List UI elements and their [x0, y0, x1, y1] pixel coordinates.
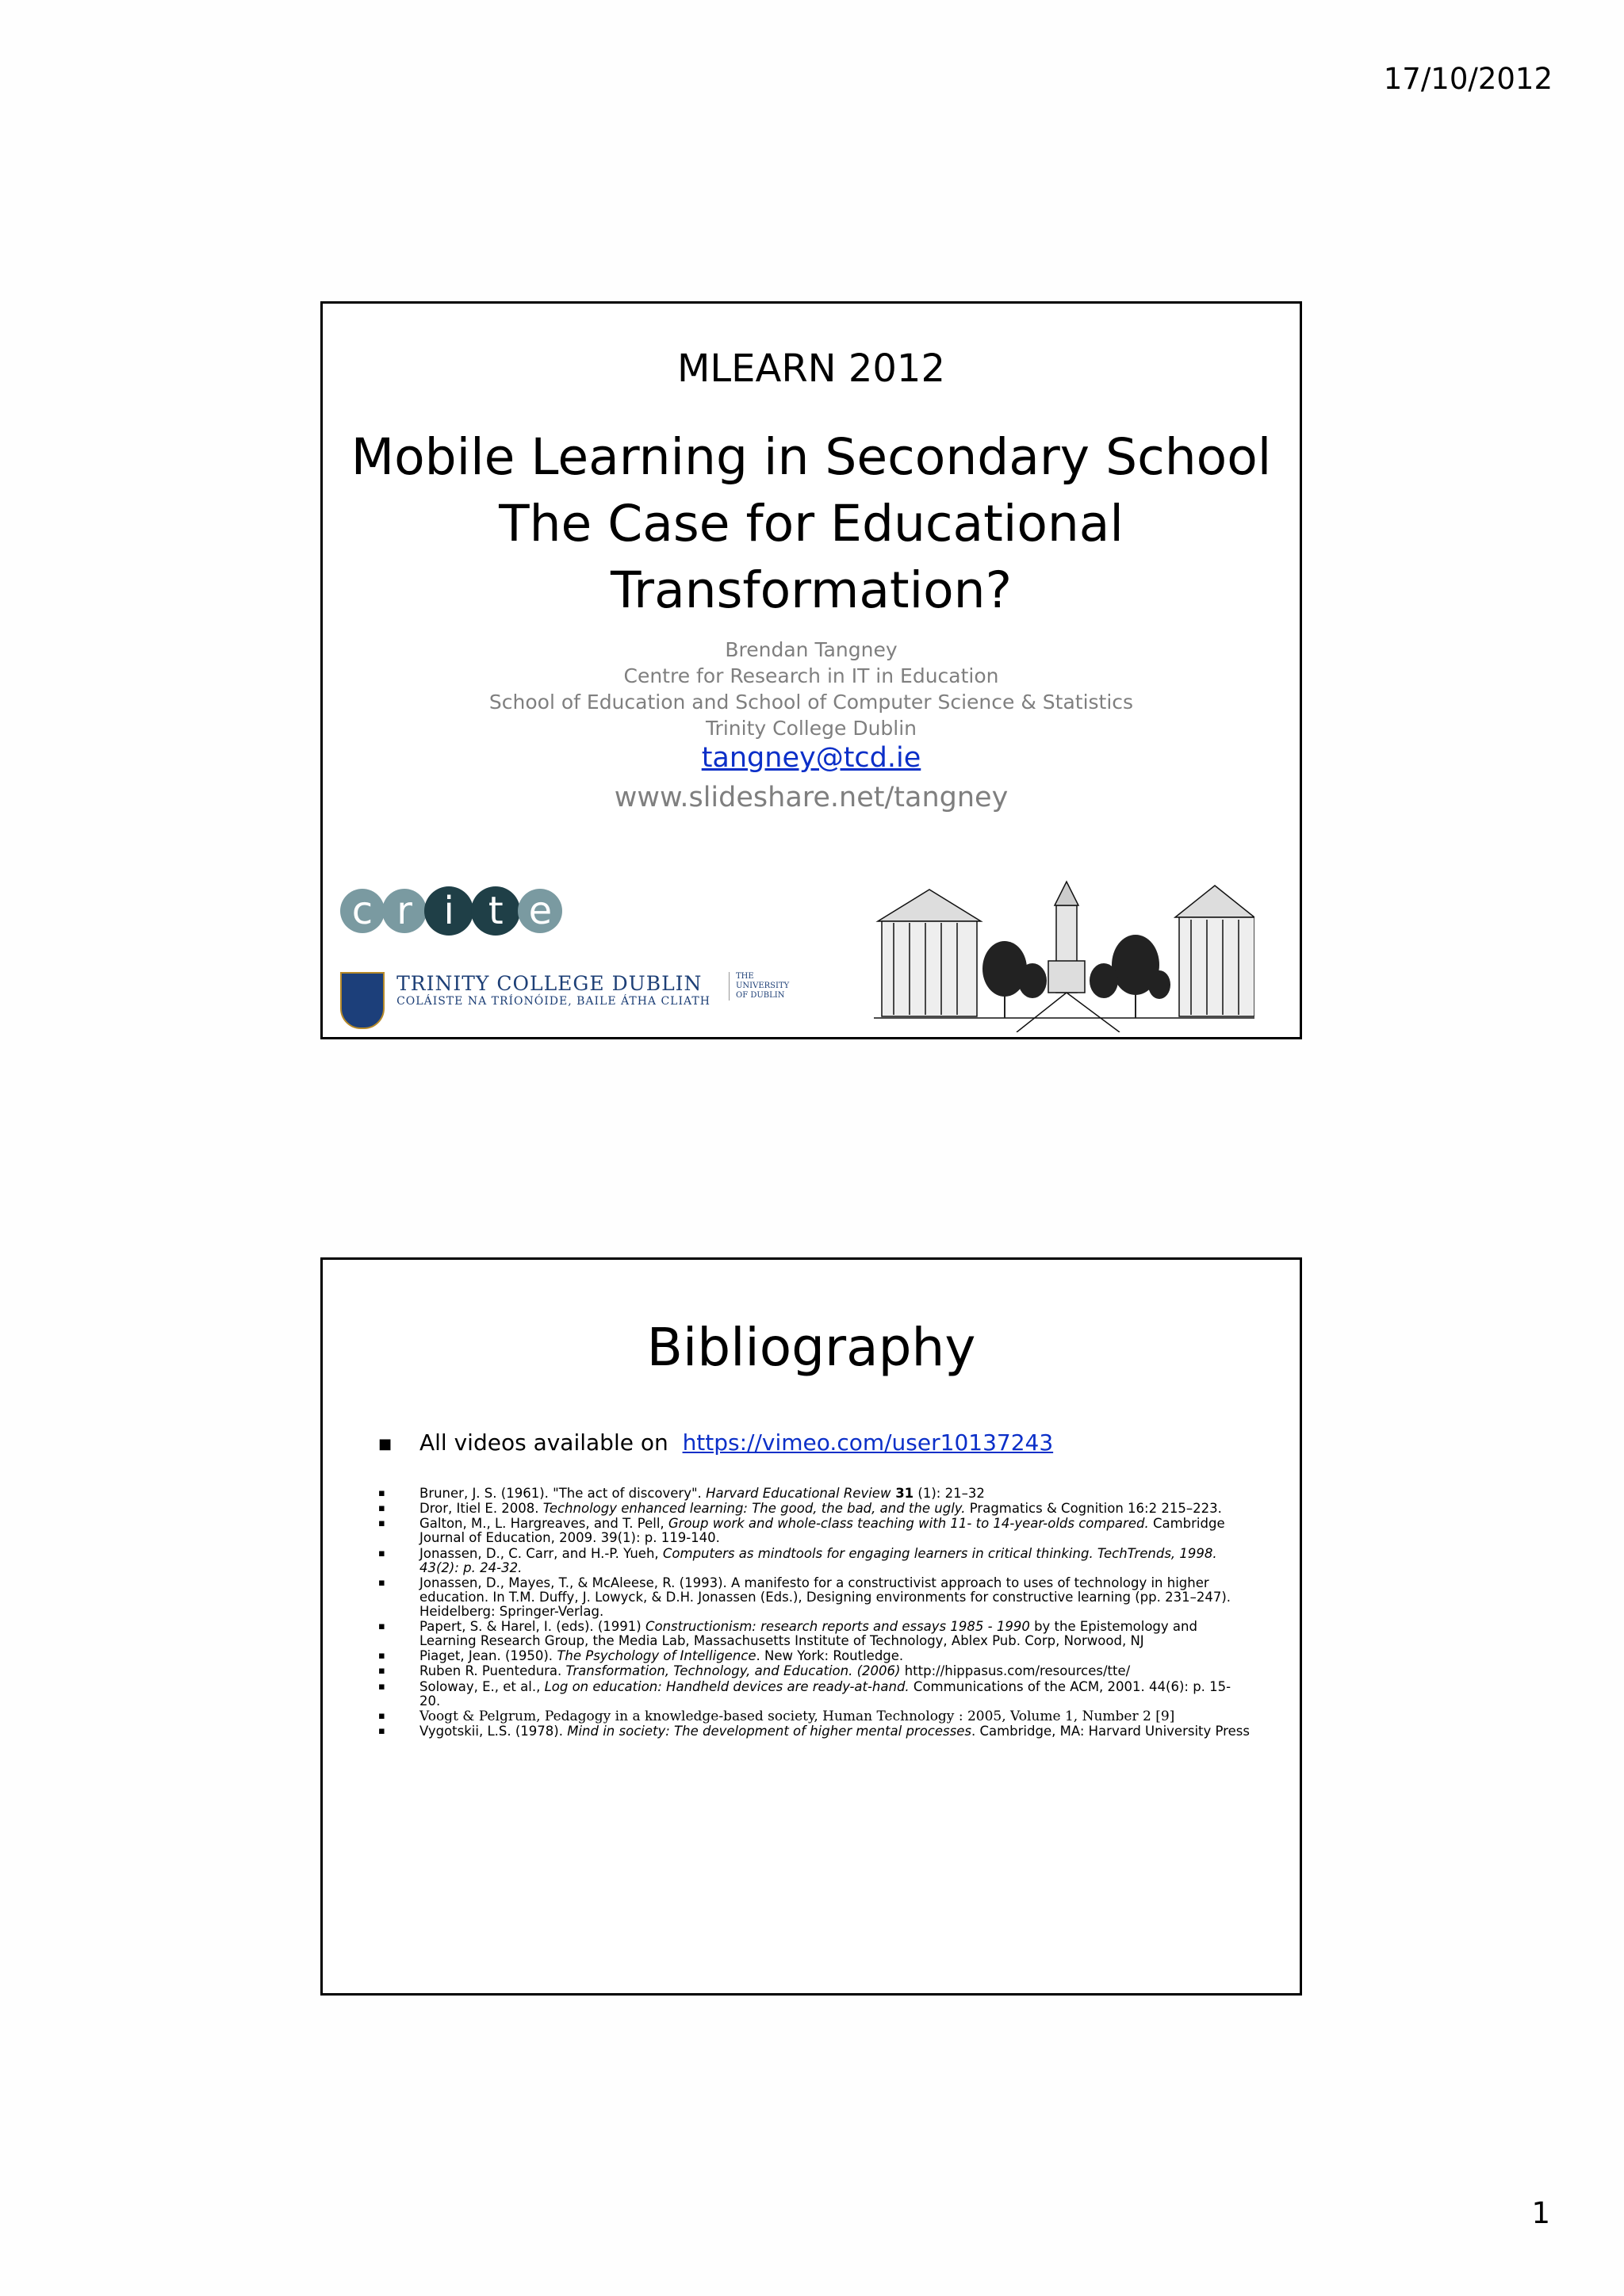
reference-post: . New York: Routledge. [756, 1648, 904, 1664]
reference-item [378, 1664, 1251, 1678]
reference-item [378, 1620, 1251, 1648]
reference-item [378, 1517, 1251, 1545]
tcd-logo-line1: TRINITY COLLEGE DUBLIN [396, 972, 703, 995]
reference-post: http://hippasus.com/resources/tte/ [900, 1663, 1131, 1679]
reference-post: Pragmatics & Cognition 16:2 215–223. [965, 1501, 1222, 1517]
reference-post: (1): 21–32 [914, 1486, 985, 1501]
reference-item [378, 1547, 1251, 1575]
reference-item [378, 1649, 1251, 1663]
reference-post: by the Epistemology and Learning Research Group, the Media Lab, Massachusetts Institute of Technology, Ablex Pub. Corp, Norwood, NJ [419, 1618, 1197, 1648]
campus-sketch-image [874, 874, 1254, 1032]
reference-pre: Galton, M., L. Hargreaves, and T. Pell, [419, 1516, 668, 1532]
reference-item [378, 1724, 1251, 1739]
reference-item [378, 1502, 1251, 1516]
reference-pre: Vygotskii, L.S. (1978). [419, 1723, 568, 1739]
tcd-logo-line2: COLÁISTE NA TRÍONÓIDE, BAILE ÁTHA CLIATH [396, 995, 710, 1008]
reference-post: . Cambridge, MA: Harvard University Press [971, 1723, 1250, 1739]
reference-pre: Voogt & Pelgrum, Pedagogy in a knowledge-based society, Human Technology : 2005, Volume 1, Number 2 [9] [419, 1708, 1175, 1724]
reference-it: Constructionism: research reports and essays 1985 - 1990 [645, 1618, 1030, 1634]
videos-label: All videos available on [419, 1429, 668, 1456]
logo-letter: t [471, 886, 520, 936]
videos-item [378, 1429, 1053, 1456]
university-label [729, 972, 789, 1001]
reference-pre: Piaget, Jean. (1950). [419, 1648, 557, 1664]
conference-name: MLEARN 2012 [677, 346, 945, 391]
page-number: 1 [1531, 2196, 1550, 2230]
reference-post: Communications of the ACM, 2001. 44(6): p. 15-20. [419, 1678, 1231, 1709]
email-link[interactable]: tangney@tcd.ie [701, 742, 921, 774]
title-slide [320, 301, 1302, 1039]
reference-pre: Soloway, E., et al., [419, 1678, 545, 1694]
website-url: www.slideshare.net/tangney [614, 782, 1009, 813]
school-names: School of Education and School of Computer Science & Statistics [488, 691, 1134, 714]
header-date: 17/10/2012 [1383, 62, 1553, 96]
univ-line: THE [736, 972, 754, 981]
title-line: Transformation? [610, 561, 1013, 619]
title-line: The Case for Educational [499, 495, 1124, 553]
reference-item [378, 1709, 1251, 1724]
logo-letter: e [518, 889, 562, 933]
reference-it: Log on education: Handheld devices are ready-at-hand. [544, 1678, 910, 1694]
author-block [323, 637, 1300, 741]
reference-it: Group work and whole-class teaching with 11- to 14-year-olds compared. [668, 1516, 1149, 1532]
reference-pre: Dror, Itiel E. 2008. [419, 1501, 543, 1517]
reference-post: Cambridge Journal of Education, 2009. 39(1): p. 119-140. [419, 1516, 1225, 1546]
reference-pre: Ruben R. Puentedura. [419, 1663, 566, 1679]
reference-pre: Jonassen, D., C. Carr, and H.-P. Yueh, [419, 1545, 663, 1561]
title-line: Mobile Learning in Secondary School [350, 428, 1272, 486]
crest-icon [340, 972, 385, 1029]
logo-letter: i [424, 886, 473, 936]
slide-title [323, 424, 1300, 624]
slide-title: Bibliography [646, 1317, 976, 1378]
bullet-icon: ■ [378, 1435, 393, 1452]
univ-line: UNIVERSITY [736, 982, 790, 990]
reference-it: Transformation, Technology, and Education. (2006) [565, 1663, 901, 1679]
bibliography-slide [320, 1257, 1302, 1996]
univ-line: OF DUBLIN [736, 991, 785, 1000]
author-name: Brendan Tangney [725, 638, 898, 661]
reference-item [378, 1487, 1251, 1501]
reference-item [378, 1576, 1251, 1619]
reference-item [378, 1680, 1251, 1709]
college-name: Trinity College Dublin [705, 717, 917, 740]
centre-name: Centre for Research in IT in Education [623, 664, 999, 687]
reference-it: Harvard Educational Review [706, 1486, 891, 1501]
reference-b: 31 [891, 1486, 914, 1501]
logo-letter: r [382, 889, 427, 933]
reference-pre: Jonassen, D., Mayes, T., & McAleese, R. (1993). A manifesto for a constructivist approach to uses of technology in higher education. In T.M. Duffy, J. Lowyck, & D.H. Jonassen (Eds.), Designing environments for constructive learning (pp. 231–247). Heidelberg: Springer-Verlag. [419, 1575, 1231, 1619]
reference-list [378, 1487, 1251, 1739]
reference-it: Computers as mindtools for engaging learners in critical thinking. TechTrends, 1998. 43(2): p. 24-32. [419, 1545, 1217, 1575]
reference-pre: Papert, S. & Harel, I. (eds). (1991) [419, 1618, 645, 1634]
reference-it: Technology enhanced learning: The good, the bad, and the ugly. [542, 1501, 966, 1517]
reference-it: Mind in society: The development of higher mental processes [567, 1723, 971, 1739]
tcd-logo [340, 972, 789, 1029]
reference-it: The Psychology of Intelligence [557, 1648, 756, 1664]
reference-pre: Bruner, J. S. (1961). "The act of discovery". [419, 1486, 707, 1501]
crite-logo [340, 886, 556, 950]
logo-letter: c [340, 889, 385, 933]
videos-link[interactable]: https://vimeo.com/user10137243 [682, 1429, 1054, 1456]
